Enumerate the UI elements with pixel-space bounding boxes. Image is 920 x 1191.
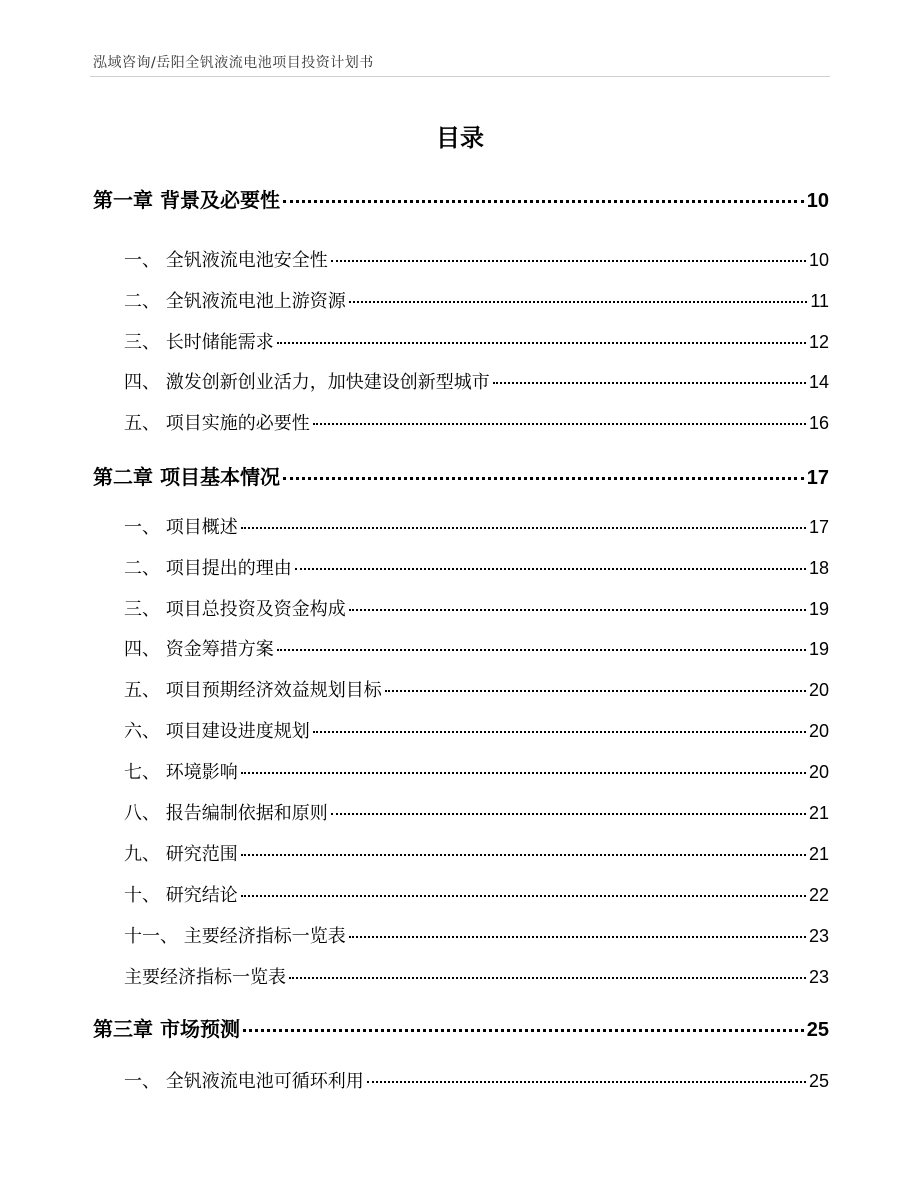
leader-dots	[283, 477, 804, 480]
toc-entry-page: 21	[808, 844, 829, 864]
leader-dots	[331, 813, 806, 815]
leader-dots	[241, 895, 806, 897]
toc-entry-page: 12	[808, 332, 829, 352]
toc-entry-section[interactable]	[124, 799, 829, 825]
toc-entry-page: 20	[808, 680, 829, 700]
toc-entry-section[interactable]	[124, 1067, 829, 1093]
toc-entry-label: 一、 项目概述	[124, 517, 238, 538]
toc-entry-label: 八、 报告编制依据和原则	[124, 803, 328, 824]
leader-dots	[289, 977, 806, 979]
leader-dots	[243, 1029, 804, 1032]
toc-entry-page: 21	[808, 803, 829, 823]
toc-entry-page: 10	[808, 250, 829, 270]
leader-dots	[241, 527, 806, 529]
toc-entry-label: 第二章 项目基本情况	[93, 465, 280, 489]
leader-dots	[349, 301, 808, 303]
toc-entry-page: 17	[806, 467, 829, 489]
leader-dots	[331, 260, 806, 262]
leader-dots	[493, 382, 806, 384]
toc-entry-page: 25	[806, 1019, 829, 1041]
toc-entry-label: 四、 资金筹措方案	[124, 639, 274, 660]
toc-entry-label: 二、 项目提出的理由	[124, 558, 292, 579]
toc-entry-label: 四、 激发创新创业活力，加快建设创新型城市	[124, 372, 490, 393]
toc-entry-chapter-3[interactable]	[93, 1013, 829, 1042]
toc-entry-section[interactable]	[124, 758, 829, 784]
toc-entry-label: 一、 全钒液流电池安全性	[124, 250, 328, 271]
leader-dots	[385, 690, 806, 692]
toc-entry-section[interactable]	[124, 635, 829, 661]
leader-dots	[295, 568, 806, 570]
toc-entry-section[interactable]	[124, 287, 829, 313]
toc-entry-section[interactable]	[124, 676, 829, 702]
running-header: 泓域咨询/岳阳全钒液流电池项目投资计划书	[93, 55, 374, 71]
toc-entry-page: 19	[808, 639, 829, 659]
toc-entry-section[interactable]	[124, 717, 829, 743]
toc-entry-section[interactable]	[124, 922, 829, 948]
toc-entry-page: 23	[808, 967, 829, 987]
toc-entry-label: 三、 项目总投资及资金构成	[124, 599, 346, 620]
toc-entry-label: 七、 环境影响	[124, 762, 238, 783]
leader-dots	[349, 609, 806, 611]
toc-entry-page: 20	[808, 721, 829, 741]
toc-entry-page: 10	[806, 190, 829, 212]
toc-entry-chapter-1[interactable]	[93, 184, 829, 213]
toc-entry-section[interactable]	[124, 840, 829, 866]
toc-entry-label: 十、 研究结论	[124, 885, 238, 906]
toc-entry-page: 25	[808, 1071, 829, 1091]
toc-entry-section[interactable]	[124, 328, 829, 354]
toc-entry-section[interactable]	[124, 881, 829, 907]
toc-entry-section[interactable]	[124, 513, 829, 539]
header-divider	[90, 76, 830, 77]
toc-entry-label: 一、 全钒液流电池可循环利用	[124, 1071, 364, 1092]
leader-dots	[241, 854, 806, 856]
toc-entry-section[interactable]	[124, 368, 829, 394]
leader-dots	[277, 342, 806, 344]
leader-dots	[313, 731, 806, 733]
toc-entry-section[interactable]	[124, 409, 829, 435]
leader-dots	[313, 423, 806, 425]
toc-entry-label: 九、 研究范围	[124, 844, 238, 865]
toc-entry-label: 五、 项目实施的必要性	[124, 413, 310, 434]
toc-entry-label: 第三章 市场预测	[93, 1017, 240, 1041]
toc-entry-section[interactable]	[124, 595, 829, 621]
toc-entry-page: 14	[808, 372, 829, 392]
toc-entry-chapter-2[interactable]	[93, 461, 829, 490]
toc-entry-page: 11	[810, 291, 829, 311]
toc-entry-label: 二、 全钒液流电池上游资源	[124, 291, 346, 312]
toc-entry-page: 17	[808, 517, 829, 537]
toc-entry-page: 22	[808, 885, 829, 905]
toc-entry-table[interactable]	[124, 963, 829, 989]
toc-title: 目录	[436, 124, 484, 152]
toc-entry-label: 三、 长时储能需求	[124, 332, 274, 353]
leader-dots	[367, 1081, 806, 1083]
toc-entry-page: 18	[808, 558, 829, 578]
leader-dots	[349, 936, 806, 938]
toc-entry-label: 五、 项目预期经济效益规划目标	[124, 680, 382, 701]
toc-entry-section[interactable]	[124, 246, 829, 272]
leader-dots	[283, 200, 804, 203]
toc-entry-label: 主要经济指标一览表	[124, 967, 286, 988]
toc-entry-page: 19	[808, 599, 829, 619]
toc-entry-label: 六、 项目建设进度规划	[124, 721, 310, 742]
toc-entry-page: 23	[808, 926, 829, 946]
toc-entry-label: 十一、 主要经济指标一览表	[124, 926, 346, 947]
toc-entry-label: 第一章 背景及必要性	[93, 188, 280, 212]
toc-entry-section[interactable]	[124, 554, 829, 580]
toc-entry-page: 16	[808, 413, 829, 433]
toc-entry-page: 20	[808, 762, 829, 782]
leader-dots	[241, 772, 806, 774]
leader-dots	[277, 649, 806, 651]
